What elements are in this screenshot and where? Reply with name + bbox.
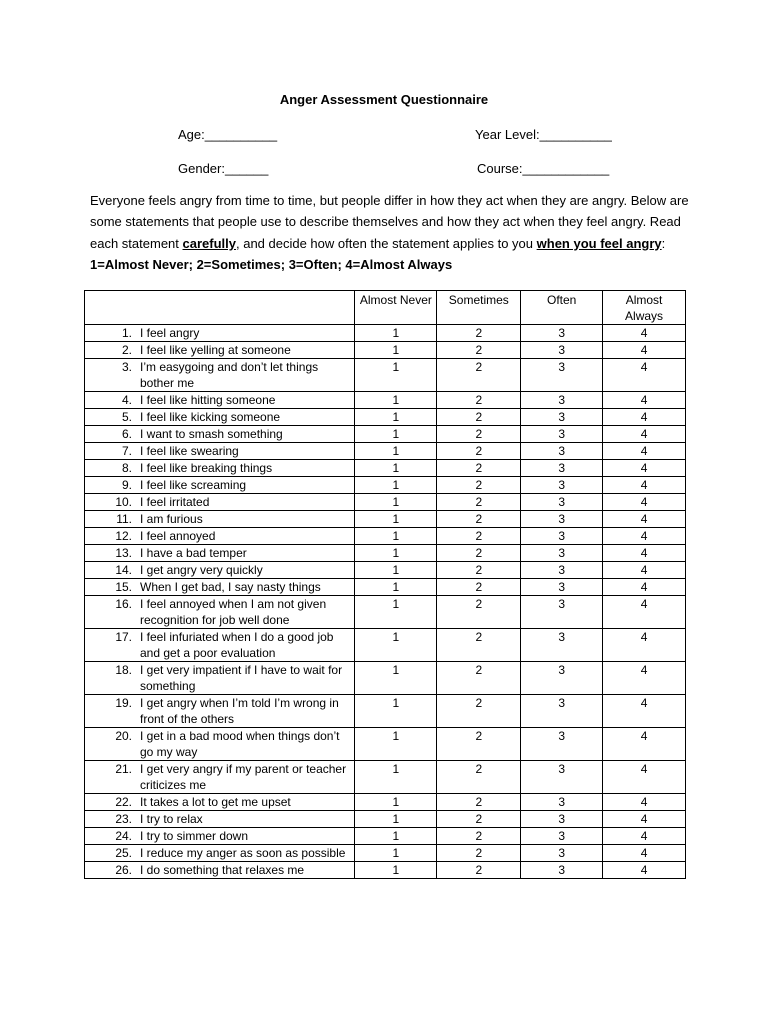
statement-cell xyxy=(85,562,355,579)
rating-option-2[interactable]: 2 xyxy=(437,460,521,477)
statement-item xyxy=(88,828,351,844)
statement-item xyxy=(88,794,351,810)
statement-number: 10. xyxy=(115,495,132,509)
table-row xyxy=(85,862,686,879)
statement-number: 19. xyxy=(115,696,132,710)
rating-option-1[interactable]: 1 xyxy=(355,342,437,359)
rating-option-4[interactable]: 4 xyxy=(603,342,686,359)
statement-cell xyxy=(85,392,355,409)
header-almost-never: Almost Never xyxy=(355,291,437,325)
rating-option-2[interactable]: 2 xyxy=(437,579,521,596)
table-row xyxy=(85,828,686,845)
statement-number: 26. xyxy=(115,863,132,877)
statement-text: I have a bad temper xyxy=(140,546,247,560)
rating-option-2[interactable]: 2 xyxy=(437,662,521,695)
table-row xyxy=(85,811,686,828)
statement-item xyxy=(88,596,351,628)
rating-option-4[interactable]: 4 xyxy=(603,811,686,828)
statement-item xyxy=(88,629,351,661)
rating-option-2[interactable]: 2 xyxy=(437,359,521,392)
rating-option-4[interactable]: 4 xyxy=(603,460,686,477)
statement-text: I do something that relaxes me xyxy=(140,863,305,877)
statement-number: 15. xyxy=(115,580,132,594)
statement-item xyxy=(88,342,351,358)
statement-number: 5. xyxy=(121,410,132,424)
rating-option-1[interactable]: 1 xyxy=(355,494,437,511)
rating-option-4[interactable]: 4 xyxy=(603,494,686,511)
statement-number: 23. xyxy=(115,812,132,826)
statement-cell xyxy=(85,477,355,494)
statement-cell xyxy=(85,511,355,528)
table-row xyxy=(85,545,686,562)
statement-text: I feel angry xyxy=(140,326,200,340)
rating-option-4[interactable]: 4 xyxy=(603,426,686,443)
rating-option-2[interactable]: 2 xyxy=(437,828,521,845)
statement-item xyxy=(88,728,351,760)
statement-text: When I get bad, I say nasty things xyxy=(140,580,321,594)
table-row xyxy=(85,359,686,392)
rating-option-3[interactable]: 3 xyxy=(521,794,603,811)
statement-item xyxy=(88,409,351,425)
rating-option-4[interactable]: 4 xyxy=(603,511,686,528)
statement-cell xyxy=(85,794,355,811)
statement-item xyxy=(88,426,351,442)
rating-option-3[interactable]: 3 xyxy=(521,828,603,845)
statement-cell xyxy=(85,325,355,342)
rating-option-1[interactable]: 1 xyxy=(355,426,437,443)
questionnaire-table xyxy=(84,290,686,879)
statement-number: 20. xyxy=(115,729,132,743)
statement-item xyxy=(88,545,351,561)
rating-option-1[interactable]: 1 xyxy=(355,511,437,528)
rating-option-1[interactable]: 1 xyxy=(355,325,437,342)
statement-item xyxy=(88,460,351,476)
table-row xyxy=(85,794,686,811)
rating-option-1[interactable]: 1 xyxy=(355,811,437,828)
instructions-emphasis-carefully: carefully xyxy=(182,235,236,251)
statement-text: I feel like breaking things xyxy=(140,461,273,475)
table-row xyxy=(85,511,686,528)
table-row xyxy=(85,728,686,761)
statement-number: 17. xyxy=(115,630,132,644)
header-sometimes: Sometimes xyxy=(437,291,521,325)
rating-option-2[interactable]: 2 xyxy=(437,443,521,460)
header-often: Often xyxy=(521,291,603,325)
statement-text: I feel like hitting someone xyxy=(140,393,276,407)
rating-option-1[interactable]: 1 xyxy=(355,392,437,409)
rating-option-3[interactable]: 3 xyxy=(521,562,603,579)
rating-option-4[interactable]: 4 xyxy=(603,862,686,879)
statement-number: 12. xyxy=(115,529,132,543)
statement-item xyxy=(88,511,351,527)
rating-option-1[interactable]: 1 xyxy=(355,728,437,761)
statement-cell xyxy=(85,845,355,862)
table-row xyxy=(85,426,686,443)
rating-option-3[interactable]: 3 xyxy=(521,579,603,596)
rating-option-1[interactable]: 1 xyxy=(355,845,437,862)
rating-scale-legend: 1=Almost Never; 2=Sometimes; 3=Often; 4=Almost Always xyxy=(90,256,453,272)
rating-option-3[interactable]: 3 xyxy=(521,545,603,562)
rating-option-3[interactable]: 3 xyxy=(521,596,603,629)
rating-option-3[interactable]: 3 xyxy=(521,409,603,426)
statement-cell xyxy=(85,359,355,392)
statement-text: I’m easygoing and don’t let things bother me xyxy=(140,360,319,390)
statement-text: It takes a lot to get me upset xyxy=(140,795,291,809)
statement-item xyxy=(88,477,351,493)
statement-cell xyxy=(85,460,355,477)
statement-item xyxy=(88,811,351,827)
rating-option-2[interactable]: 2 xyxy=(437,477,521,494)
rating-option-4[interactable]: 4 xyxy=(603,695,686,728)
rating-option-4[interactable]: 4 xyxy=(603,443,686,460)
table-row xyxy=(85,845,686,862)
rating-option-4[interactable]: 4 xyxy=(603,562,686,579)
statement-text: I reduce my anger as soon as possible xyxy=(140,846,346,860)
rating-option-3[interactable]: 3 xyxy=(521,761,603,794)
rating-option-2[interactable]: 2 xyxy=(437,845,521,862)
table-row xyxy=(85,494,686,511)
rating-option-2[interactable]: 2 xyxy=(437,728,521,761)
statement-cell xyxy=(85,828,355,845)
rating-option-3[interactable]: 3 xyxy=(521,494,603,511)
rating-option-3[interactable]: 3 xyxy=(521,528,603,545)
year-level-field: Year Level:__________ xyxy=(475,127,612,142)
statement-text: I feel like swearing xyxy=(140,444,239,458)
statement-cell xyxy=(85,409,355,426)
statement-text: I feel annoyed when I am not given recognition for job well done xyxy=(140,597,327,627)
rating-option-3[interactable]: 3 xyxy=(521,477,603,494)
statement-text: I get angry very quickly xyxy=(140,563,263,577)
rating-option-3[interactable]: 3 xyxy=(521,629,603,662)
statement-item xyxy=(88,695,351,727)
statement-item xyxy=(88,494,351,510)
statement-text: I feel annoyed xyxy=(140,529,216,543)
statement-number: 18. xyxy=(115,663,132,677)
statement-cell xyxy=(85,528,355,545)
rating-option-3[interactable]: 3 xyxy=(521,342,603,359)
statement-text: I feel like kicking someone xyxy=(140,410,281,424)
statement-number: 2. xyxy=(121,343,132,357)
rating-option-3[interactable]: 3 xyxy=(521,728,603,761)
statement-cell xyxy=(85,761,355,794)
rating-option-4[interactable]: 4 xyxy=(603,392,686,409)
rating-option-1[interactable]: 1 xyxy=(355,579,437,596)
instructions-text-1: Everyone feels angry from time to time, but people differ in how they act when they are angry. Below are some statements that people use to describe themselves and how they act when they feel angry. Read each statement xyxy=(90,193,689,251)
statement-text: I am furious xyxy=(140,512,203,526)
rating-option-4[interactable]: 4 xyxy=(603,545,686,562)
rating-option-2[interactable]: 2 xyxy=(437,562,521,579)
statement-number: 13. xyxy=(115,546,132,560)
header-almost-always: Almost Always xyxy=(603,291,686,325)
rating-option-4[interactable]: 4 xyxy=(603,761,686,794)
statement-text: I feel like screaming xyxy=(140,478,247,492)
rating-option-1[interactable]: 1 xyxy=(355,477,437,494)
statement-item xyxy=(88,359,351,391)
statement-item xyxy=(88,528,351,544)
rating-option-3[interactable]: 3 xyxy=(521,862,603,879)
table-row xyxy=(85,443,686,460)
statement-item xyxy=(88,845,351,861)
table-row xyxy=(85,342,686,359)
rating-option-1[interactable]: 1 xyxy=(355,562,437,579)
rating-option-2[interactable]: 2 xyxy=(437,409,521,426)
rating-option-3[interactable]: 3 xyxy=(521,662,603,695)
rating-option-2[interactable]: 2 xyxy=(437,862,521,879)
rating-option-3[interactable]: 3 xyxy=(521,359,603,392)
header-row xyxy=(85,291,686,325)
statement-number: 8. xyxy=(121,461,132,475)
statement-number: 16. xyxy=(115,597,132,611)
statement-cell xyxy=(85,545,355,562)
statement-number: 4. xyxy=(121,393,132,407)
rating-option-1[interactable]: 1 xyxy=(355,443,437,460)
table-row xyxy=(85,528,686,545)
rating-option-4[interactable]: 4 xyxy=(603,596,686,629)
gender-field: Gender:______ xyxy=(178,161,269,176)
rating-option-2[interactable]: 2 xyxy=(437,494,521,511)
rating-option-2[interactable]: 2 xyxy=(437,511,521,528)
rating-option-2[interactable]: 2 xyxy=(437,325,521,342)
statement-item xyxy=(88,862,351,878)
table-row xyxy=(85,562,686,579)
table-row xyxy=(85,392,686,409)
statement-item xyxy=(88,443,351,459)
rating-option-2[interactable]: 2 xyxy=(437,342,521,359)
statement-item xyxy=(88,562,351,578)
table-row xyxy=(85,761,686,794)
rating-option-4[interactable]: 4 xyxy=(603,662,686,695)
rating-option-3[interactable]: 3 xyxy=(521,426,603,443)
course-field: Course:____________ xyxy=(477,161,610,176)
table-row xyxy=(85,662,686,695)
rating-option-3[interactable]: 3 xyxy=(521,695,603,728)
statement-cell xyxy=(85,426,355,443)
statement-item xyxy=(88,325,351,341)
statement-number: 11. xyxy=(116,512,132,526)
rating-option-3[interactable]: 3 xyxy=(521,460,603,477)
rating-option-3[interactable]: 3 xyxy=(521,845,603,862)
rating-option-2[interactable]: 2 xyxy=(437,392,521,409)
statement-text: I feel infuriated when I do a good job and get a poor evaluation xyxy=(140,630,334,660)
statement-cell xyxy=(85,494,355,511)
questionnaire-rows xyxy=(85,325,686,879)
rating-option-4[interactable]: 4 xyxy=(603,477,686,494)
statement-number: 1. xyxy=(121,326,132,340)
statement-cell xyxy=(85,596,355,629)
rating-option-1[interactable]: 1 xyxy=(355,794,437,811)
rating-option-1[interactable]: 1 xyxy=(355,662,437,695)
page-title: Anger Assessment Questionnaire xyxy=(279,92,489,107)
rating-option-1[interactable]: 1 xyxy=(355,460,437,477)
age-field: Age:__________ xyxy=(178,127,278,142)
statement-cell xyxy=(85,862,355,879)
statement-text: I get in a bad mood when things don’t go my way xyxy=(140,729,340,759)
rating-option-1[interactable]: 1 xyxy=(355,761,437,794)
instructions-emphasis-when-angry: when you feel angry xyxy=(536,235,662,251)
statement-number: 25. xyxy=(115,846,132,860)
rating-option-2[interactable]: 2 xyxy=(437,811,521,828)
statement-text: I try to relax xyxy=(140,812,203,826)
rating-option-4[interactable]: 4 xyxy=(603,325,686,342)
statement-item xyxy=(88,761,351,793)
table-row xyxy=(85,596,686,629)
statement-cell xyxy=(85,811,355,828)
rating-option-1[interactable]: 1 xyxy=(355,862,437,879)
rating-option-1[interactable]: 1 xyxy=(355,545,437,562)
statement-text: I get very angry if my parent or teacher criticizes me xyxy=(140,762,347,792)
rating-option-1[interactable]: 1 xyxy=(355,409,437,426)
statement-cell xyxy=(85,662,355,695)
statement-cell xyxy=(85,629,355,662)
rating-option-1[interactable]: 1 xyxy=(355,528,437,545)
table-row xyxy=(85,579,686,596)
table-row xyxy=(85,325,686,342)
statement-number: 7. xyxy=(121,444,132,458)
rating-option-2[interactable]: 2 xyxy=(437,545,521,562)
rating-option-4[interactable]: 4 xyxy=(603,794,686,811)
statement-text: I try to simmer down xyxy=(140,829,249,843)
statement-cell xyxy=(85,342,355,359)
instructions-paragraph xyxy=(90,190,690,275)
rating-option-1[interactable]: 1 xyxy=(355,828,437,845)
rating-option-4[interactable]: 4 xyxy=(603,579,686,596)
statement-text: I get angry when I’m told I’m wrong in front of the others xyxy=(140,696,339,726)
instructions-colon: : xyxy=(661,235,666,251)
statement-cell xyxy=(85,695,355,728)
statement-text: I want to smash something xyxy=(140,427,283,441)
statement-number: 6. xyxy=(121,427,132,441)
rating-option-2[interactable]: 2 xyxy=(437,426,521,443)
instructions-text-2: , and decide how often the statement applies to you xyxy=(235,235,537,251)
statement-item xyxy=(88,662,351,694)
rating-option-1[interactable]: 1 xyxy=(355,359,437,392)
rating-option-2[interactable]: 2 xyxy=(437,596,521,629)
rating-option-3[interactable]: 3 xyxy=(521,325,603,342)
rating-option-1[interactable]: 1 xyxy=(355,695,437,728)
statement-text: I get very impatient if I have to wait for something xyxy=(140,663,343,693)
rating-option-1[interactable]: 1 xyxy=(355,629,437,662)
statement-cell xyxy=(85,579,355,596)
rating-option-4[interactable]: 4 xyxy=(603,728,686,761)
rating-option-3[interactable]: 3 xyxy=(521,811,603,828)
rating-option-2[interactable]: 2 xyxy=(437,528,521,545)
rating-option-4[interactable]: 4 xyxy=(603,845,686,862)
rating-option-2[interactable]: 2 xyxy=(437,761,521,794)
statement-cell xyxy=(85,728,355,761)
table-row xyxy=(85,460,686,477)
statement-number: 3. xyxy=(121,360,132,374)
rating-option-4[interactable]: 4 xyxy=(603,629,686,662)
statement-cell xyxy=(85,443,355,460)
rating-option-2[interactable]: 2 xyxy=(437,629,521,662)
statement-item xyxy=(88,392,351,408)
header-statement xyxy=(85,291,355,325)
statement-number: 9. xyxy=(121,478,132,492)
statement-item xyxy=(88,579,351,595)
rating-option-3[interactable]: 3 xyxy=(521,511,603,528)
statement-number: 14. xyxy=(115,563,132,577)
statement-number: 21. xyxy=(115,762,132,776)
rating-option-2[interactable]: 2 xyxy=(437,794,521,811)
rating-option-3[interactable]: 3 xyxy=(521,443,603,460)
rating-option-2[interactable]: 2 xyxy=(437,695,521,728)
rating-option-3[interactable]: 3 xyxy=(521,392,603,409)
rating-option-4[interactable]: 4 xyxy=(603,409,686,426)
table-row xyxy=(85,629,686,662)
rating-option-4[interactable]: 4 xyxy=(603,359,686,392)
table-row xyxy=(85,409,686,426)
table-row xyxy=(85,695,686,728)
table-row xyxy=(85,477,686,494)
rating-option-4[interactable]: 4 xyxy=(603,528,686,545)
statement-text: I feel like yelling at someone xyxy=(140,343,291,357)
rating-option-1[interactable]: 1 xyxy=(355,596,437,629)
statement-number: 22. xyxy=(115,795,132,809)
statement-number: 24. xyxy=(115,829,132,843)
rating-option-4[interactable]: 4 xyxy=(603,828,686,845)
statement-text: I feel irritated xyxy=(140,495,210,509)
